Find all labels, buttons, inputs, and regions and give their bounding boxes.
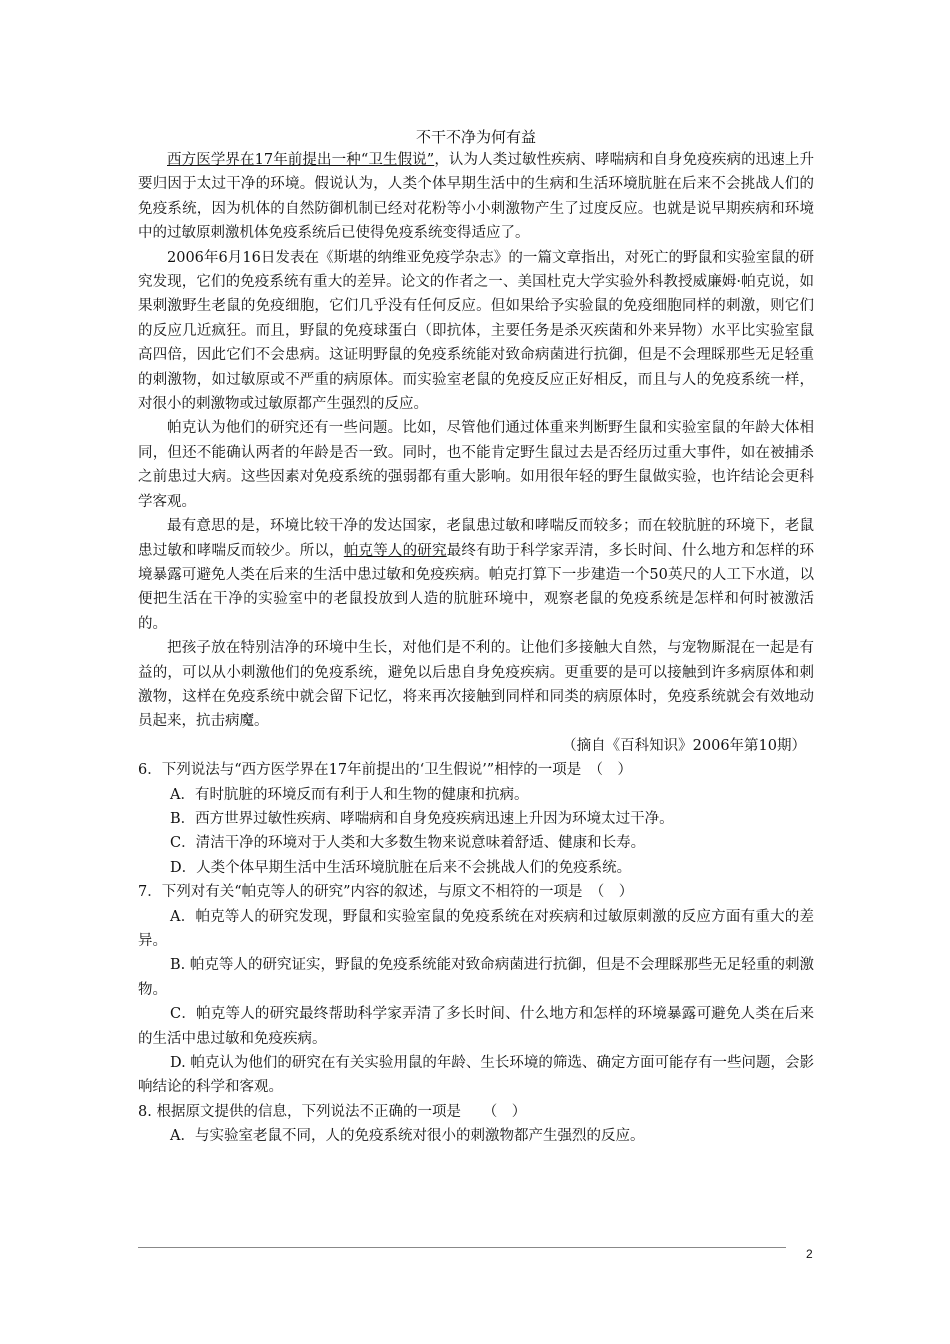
page-number: 2 bbox=[806, 1247, 813, 1261]
paragraph-4-lead: 最有意思的是，环境比较干净的发达国家，老鼠患过敏和哮喘反而较多；而在较肮脏的环境下，老鼠患过敏和哮喘反而较少。所以， bbox=[138, 518, 814, 559]
question-6-stem: 6．下列说法与“西方医学界在17年前提出的‘卫生假说’”相悖的一项是 （ ） bbox=[138, 762, 632, 779]
underlined-phrase-parker-research: 帕克等人的研究 bbox=[343, 542, 447, 559]
paragraph-4-text: 最终有助于科学家弄清，多长时间、什么地方和怎样的环境暴露可避免人类在后来的生活中患过敏和免疫疾病。帕克打算下一步建造一个50英尺的人工下水道，以便把生活在干净的实验室中的老鼠投放到人造的肮脏环境中，观察老鼠的免疫系统是怎样和何时被激活的。 bbox=[138, 542, 815, 632]
question-6-option-c: C．清洁干净的环境对于人类和大多数生物来说意味着舒适、健康和长寿。 bbox=[170, 835, 646, 852]
question-6-option-b: B．西方世界过敏性疾病、哮喘病和自身免疫疾病迅速上升因为环境太过干净。 bbox=[170, 810, 674, 827]
question-7-option-d: D. 帕克认为他们的研究在有关实验用鼠的年龄、生长环境的筛选、确定方面可能存有一些问题，会影响结论的科学和客观。 bbox=[138, 1055, 814, 1096]
question-7-option-c: C．帕克等人的研究最终帮助科学家弄清了多长时间、什么地方和怎样的环境暴露可避免人类在后来的生活中患过敏和免疫疾病。 bbox=[138, 1006, 814, 1047]
question-6-option-a: A．有时肮脏的环境反而有利于人和生物的健康和抗病。 bbox=[170, 786, 529, 803]
question-7-option-b: B. 帕克等人的研究证实，野鼠的免疫系统能对致命病菌进行抗御，但是不会理睬那些无足轻重的刺激物。 bbox=[138, 957, 814, 998]
question-7-option-a: A．帕克等人的研究发现，野鼠和实验室鼠的免疫系统在对疾病和过敏原刺激的反应方面有重大的差异。 bbox=[138, 908, 814, 949]
source-citation: （摘自《百科知识》2006年第10期） bbox=[562, 737, 806, 754]
underlined-phrase-hygiene-hypothesis: 西方医学界在17年前提出一种“卫生假说” bbox=[167, 152, 435, 168]
question-7-stem: 7．下列对有关“帕克等人的研究”内容的叙述，与原文不相符的一项是 （ ） bbox=[138, 884, 634, 901]
paragraph-5: 把孩子放在特别洁净的环境中生长，对他们是不利的。让他们多接触大自然，与宠物厮混在一起是有益的，可以从小刺激他们的免疫系统，避免以后患自身免疫疾病。更重要的是可以接触到许多病原体和刺激物，这样在免疫系统中就会留下记忆，将来再次接触到同样和同类的病原体时，免疫系统就会有效地动员起来，抗击病魔。 bbox=[138, 640, 814, 730]
paragraph-1-text: ，认为人类过敏性疾病、哮喘病和自身免疫疾病的迅速上升要归因于太过干净的环境。假说认为，人类个体早期生活中的生病和生活环境肮脏在后来不会挑战人们的免疫系统，因为机体的自然防御机制已经对花粉等小小刺激物产生了过度反应。也就是说早期疾病和环境中的过敏原刺激机体免疫系统后已使得免疫系统变得适应了。 bbox=[138, 152, 815, 242]
question-8-stem: 8. 根据原文提供的信息，下列说法不正确的一项是 （ ） bbox=[138, 1103, 527, 1120]
question-8-option-a: A．与实验室老鼠不同，人的免疫系统对很小的刺激物都产生强烈的反应。 bbox=[170, 1128, 645, 1145]
article-body bbox=[138, 148, 814, 1149]
footer-divider bbox=[138, 1247, 786, 1248]
article-title: 不干不净为何有益 bbox=[415, 128, 536, 146]
paragraph-2: 2006年6月16日发表在《斯堪的纳维亚免疫学杂志》的一篇文章指出，对死亡的野鼠和实验室鼠的研究发现，它们的免疫系统有重大的差异。论文的作者之一、美国杜克大学实验外科教授威廉姆·帕克说，如果刺激野生老鼠的免疫细胞，它们几乎没有任何反应。但如果给予实验鼠的免疫细胞同样的刺激，则它们的反应几近疯狂。而且，野鼠的免疫球蛋白（即抗体，主要任务是杀灭疾菌和外来异物）水平比实验室鼠高四倍，因此它们不会患病。这证明野鼠的免疫系统能对致命病菌进行抗御，但是不会理睬那些无足轻重的刺激物，如过敏原或不严重的病原体。而实验室老鼠的免疫反应正好相反，而且与人的免疫系统一样，对很小的刺激物或过敏原都产生强烈的反应。 bbox=[138, 249, 814, 413]
paragraph-1 bbox=[138, 148, 814, 246]
paragraph-4 bbox=[138, 514, 814, 636]
question-6-option-d: D．人类个体早期生活中生活环境肮脏在后来不会挑战人们的免疫系统。 bbox=[170, 859, 632, 876]
paragraph-3: 帕克认为他们的研究还有一些问题。比如，尽管他们通过体重来判断野生鼠和实验室鼠的年龄大体相同，但还不能确认两者的年龄是否一致。同时，也不能肯定野生鼠过去是否经历过重大事件，如在被捕杀之前患过大病。这些因素对免疫系统的强弱都有重大影响。如用很年轻的野生鼠做实验，也许结论会更科学客观。 bbox=[138, 420, 814, 510]
